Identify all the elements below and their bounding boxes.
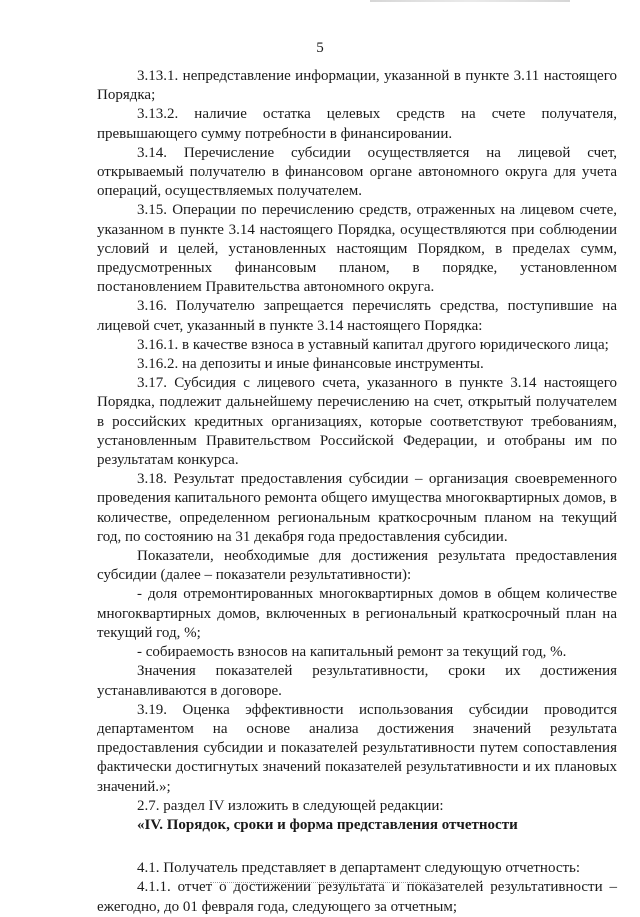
paragraph-4-1: 4.1. Получатель представляет в департамент следующую отчетность:	[137, 860, 581, 877]
paragraph-3-16: 3.16. Получателю запрещается перечислять средства, поступившие на лицевой счет, указанный в пункте 3.14 настоящего Порядка:	[97, 298, 617, 334]
paragraph-2-7: 2.7. раздел IV изложить в следующей редакции:	[137, 797, 444, 814]
paragraph-3-19: 3.19. Оценка эффективности использования субсидии проводится департаментом на основе анализа достижения значений результата предоставления субсидии и показателей результативности путем сопоставления фактически достигнутых значений показателей результативности и их плановых значений.»;	[97, 701, 617, 795]
paragraph-3-14: 3.14. Перечисление субсидии осуществляется на лицевой счет, открываемый получателю в финансовом органе автономного округа для учета операций, осуществляемых получателем.	[97, 144, 617, 200]
paragraph-3-13-1: 3.13.1. непредставление информации, указанной в пункте 3.11 настоящего Порядка;	[97, 68, 617, 104]
page-number: 5	[316, 40, 324, 56]
spacer	[97, 835, 617, 859]
paragraph-3-16-1: 3.16.1. в качестве взноса в уставный капитал другого юридического лица;	[137, 336, 609, 353]
paragraph-3-13-2: 3.13.2. наличие остатка целевых средств на счете получателя, превышающего сумму потребности в финансировании.	[97, 106, 617, 142]
paragraph-3-18: 3.18. Результат предоставления субсидии – организация своевременного проведения капитального ремонта общего имущества многоквартирных домов, в количестве, определенном региональным краткосрочным планом на текущий год, по состоянию на 31 декабря года предоставления субсидии.	[97, 471, 617, 545]
paragraph-indicator-collection: - собираемость взносов на капитальный ремонт за текущий год, %.	[137, 644, 567, 661]
section-heading: «IV. Порядок, сроки и форма представления отчетности	[137, 816, 518, 833]
paragraph-3-17: 3.17. Субсидия с лицевого счета, указанного в пункте 3.14 настоящего Порядка, подлежит дальнейшему перечислению на счет, открытый получателем в российских кредитных организациях, которые соответствуют требованиям, установленным Правительством Российской Федерации, и отобраны им по результатам конкурса.	[97, 375, 617, 469]
paragraph-3-16-2: 3.16.2. на депозиты и иные финансовые инструменты.	[137, 356, 484, 373]
paragraph-4-1-1: 4.1.1. отчет о достижении результата и показателей результативности – ежегодно, до 01 февраля года, следующего за отчетным;	[97, 879, 617, 915]
paragraph-indicator-share: - доля отремонтированных многоквартирных домов в общем количестве многоквартирных домов, включенных в региональный краткосрочный план на текущий год, %;	[97, 586, 617, 641]
document-body	[97, 67, 617, 917]
paragraph-3-15: 3.15. Операции по перечислению средств, отраженных на лицевом счете, указанном в пункте 3.14 настоящего Порядка, осуществляются при соблюдении условий и целей, установленных настоящим Порядком, в пределах сумм, предусмотренных финансовым планом, в порядке, установленном постановлением Правительства автономного округа.	[97, 202, 617, 296]
scan-edge-mark	[370, 0, 570, 2]
bottom-rule	[210, 882, 440, 884]
paragraph-indicators-intro: Показатели, необходимые для достижения результата предоставления субсидии (далее – показатели результативности):	[97, 548, 617, 584]
paragraph-indicator-values: Значения показателей результативности, сроки их достижения устанавливаются в договоре.	[97, 663, 617, 699]
